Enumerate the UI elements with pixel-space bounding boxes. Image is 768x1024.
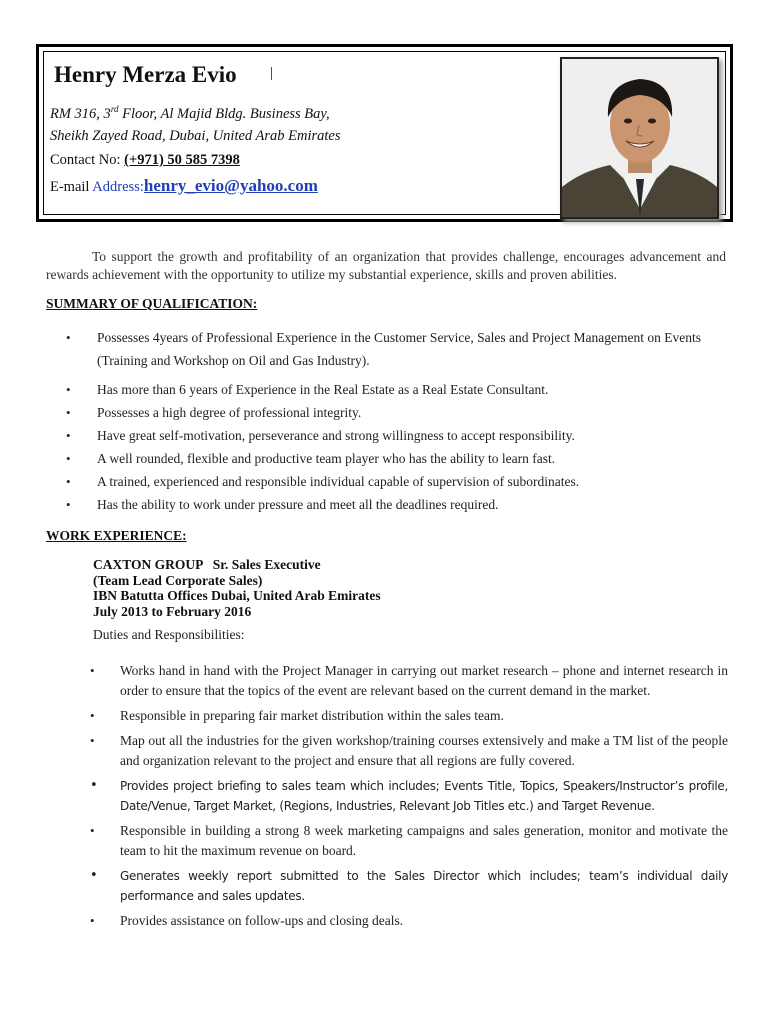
duty-item	[90, 911, 728, 931]
address-line-2: Sheikh Zayed Road, Dubai, United Arab Emirates	[50, 128, 341, 144]
company-title-line: CAXTON GROUP Sr. Sales Executive	[93, 557, 321, 572]
bullet-icon: •	[90, 733, 95, 748]
header-box	[36, 44, 733, 222]
bullet-icon: •	[66, 474, 71, 489]
qualification-text: Has the ability to work under pressure and meet all the deadlines required.	[97, 497, 499, 512]
duty-item	[90, 866, 728, 906]
qualification-list	[66, 326, 736, 518]
duty-text: Works hand in hand with the Project Manager in carrying out market research – phone and internet research in order to ensure that the topics of the event are relevant based on the current demand in the market.	[120, 663, 728, 698]
duty-item	[90, 661, 728, 701]
email-label: E-mail	[50, 179, 93, 195]
name-cursor-mark: |	[270, 65, 274, 81]
duty-item	[90, 776, 728, 816]
bullet-icon: •	[90, 778, 98, 793]
bullet-icon: •	[90, 868, 98, 883]
header-inner-frame	[43, 51, 726, 215]
qualification-item	[66, 403, 736, 423]
qualification-text: Has more than 6 years of Experience in the Real Estate as a Real Estate Consultant.	[97, 382, 549, 397]
qualification-item	[66, 326, 736, 372]
email-link[interactable]: henry_evio@yahoo.com	[143, 176, 318, 195]
qualification-item	[66, 472, 736, 492]
duty-text: Provides assistance on follow-ups and closing deals.	[120, 913, 404, 928]
duty-item	[90, 706, 728, 726]
bullet-icon: •	[66, 497, 71, 512]
address-ordinal-sup: rd	[110, 104, 119, 114]
role-line: (Team Lead Corporate Sales)	[93, 572, 263, 588]
qualification-text: Possesses a high degree of professional integrity.	[97, 405, 362, 420]
objective-paragraph: To support the growth and profitability of an organization that provides challenge, encourages advancement and rewards achievement with the opportunity to utilize my substantial experience, skills and proven abilities.	[46, 249, 726, 282]
qualification-item	[66, 495, 736, 515]
job-block	[93, 557, 381, 619]
phone-number[interactable]: (+971) 50 585 7398	[124, 152, 240, 168]
duty-text: Responsible in building a strong 8 week marketing campaigns and sales generation, monitor and motivate the team to hit the maximum revenue on board.	[120, 823, 728, 858]
bullet-icon: •	[66, 405, 71, 420]
duty-text: Map out all the industries for the given workshop/training courses extensively and make a TM list of the people and organization relevant to the project and ensure that all regions are fully covered.	[120, 733, 728, 768]
qualification-text: Have great self-motivation, perseverance and strong willingness to accept responsibility.	[97, 428, 575, 443]
duty-text: Provides project briefing to sales team which includes; Events Title, Topics, Speakers/Instructor’s profile, Date/Venue, Target Market, (Regions, Industries, Relevant Job Titles etc.) and Target Revenue.	[120, 779, 728, 813]
qualification-text: A trained, experienced and responsible individual capable of supervision of subordinates.	[97, 474, 580, 489]
bullet-icon: •	[66, 451, 71, 466]
duties-label: Duties and Responsibilities:	[93, 627, 245, 642]
bullet-icon: •	[66, 428, 71, 443]
bullet-icon: •	[90, 823, 95, 838]
contact-line	[50, 152, 240, 169]
duty-text: Responsible in preparing fair market distribution within the sales team.	[120, 708, 504, 723]
qualification-item	[66, 380, 736, 400]
address-line-1	[50, 104, 330, 123]
qualification-text: Possesses 4years of Professional Experience in the Customer Service, Sales and Project Management on Events (Training and Workshop on Oil and Gas Industry).	[97, 330, 701, 368]
duty-text: Generates weekly report submitted to the Sales Director which includes; team’s individual daily performance and sales updates.	[120, 869, 728, 903]
qualification-item	[66, 449, 736, 469]
profile-photo-illustration	[562, 59, 717, 217]
address-line-1-suffix: Floor, Al Majid Bldg. Business Bay,	[118, 105, 330, 122]
qualification-item	[66, 426, 736, 446]
email-address-label: Address:	[92, 179, 144, 195]
duty-item	[90, 731, 728, 771]
work-section-title: WORK EXPERIENCE:	[46, 528, 187, 543]
period-line: July 2013 to February 2016	[93, 603, 252, 619]
bullet-icon: •	[90, 913, 95, 928]
bullet-icon: •	[90, 708, 95, 723]
candidate-name: Henry Merza Evio	[54, 62, 237, 87]
summary-section-title: SUMMARY OF QUALIFICATION:	[46, 296, 258, 311]
profile-photo	[560, 57, 719, 219]
location-line: IBN Batutta Offices Dubai, United Arab Emirates	[93, 588, 381, 603]
address-line-1-prefix: RM 316, 3	[50, 105, 111, 122]
bullet-icon: •	[66, 330, 71, 345]
bullet-icon: •	[66, 382, 71, 397]
email-line	[50, 176, 318, 196]
bullet-icon: •	[90, 663, 95, 678]
duties-list	[90, 661, 728, 936]
contact-label: Contact No:	[50, 152, 125, 168]
duty-item	[90, 821, 728, 861]
qualification-text: A well rounded, flexible and productive team player who has the ability to learn fast.	[97, 451, 556, 466]
